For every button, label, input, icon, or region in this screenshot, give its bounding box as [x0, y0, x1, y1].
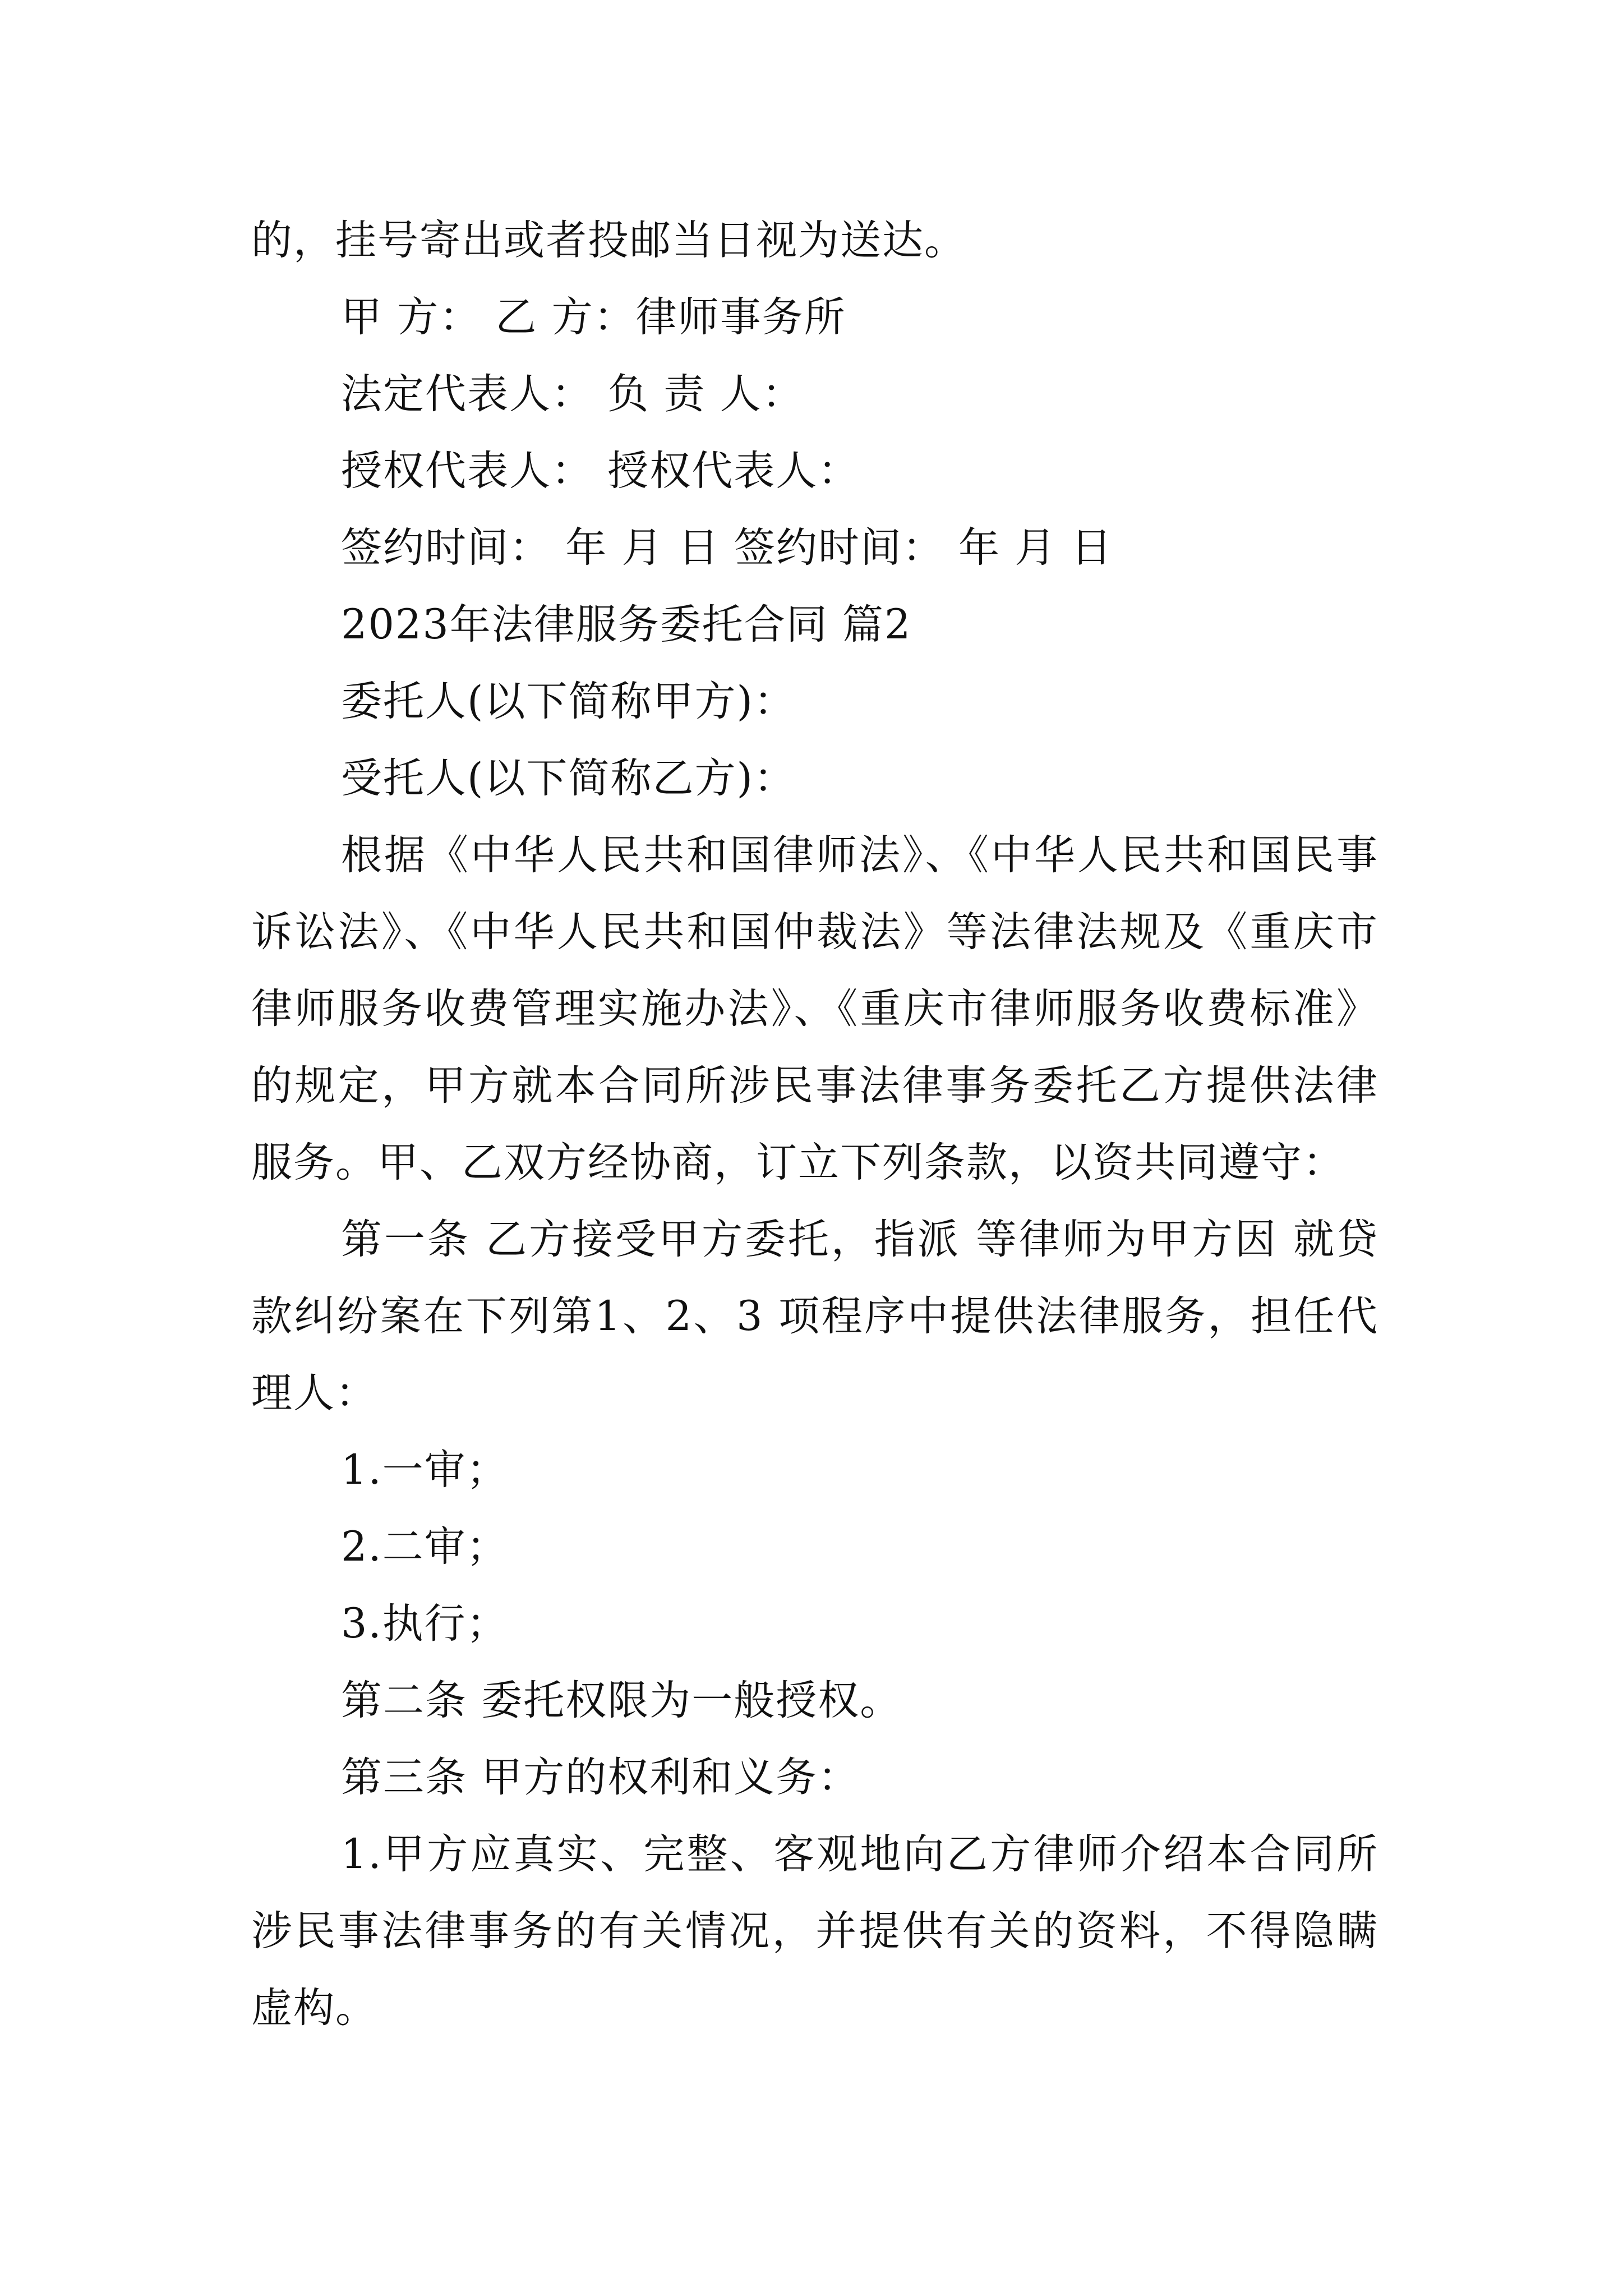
list-item-first-instance: 1.一审；	[341, 1446, 509, 1494]
text-line-delivery: 的，挂号寄出或者投邮当日视为送达。	[251, 217, 966, 264]
text-line-trustee: 受托人(以下简称乙方)：	[341, 754, 796, 802]
paragraph-duty-1: 1.甲方应真实、完整、客观地向乙方律师介绍本合同所涉民事法律事务的有关情况，并提供有关的资料，不得隐瞒虚构。	[251, 1830, 1378, 2032]
text-line-sign-date: 签约时间： 年 月 日 签约时间： 年 月 日	[341, 524, 1113, 572]
text-line-legal-rep: 法定代表人： 负 责 人：	[341, 370, 804, 418]
paragraph-basis: 根据《中华人民共和国律师法》、《中华人民共和国民事诉讼法》、《中华人民共和国仲裁法》等法律法规及《重庆市律师服务收费管理实施办法》、《重庆市律师服务收费标准》的规定，甲方就本合同所涉民事法律事务委托乙方提供法律服务。甲、乙双方经协商，订立下列条款，以资共同遵守：	[251, 831, 1378, 1186]
text-line-article-3: 第三条 甲方的权利和义务：	[341, 1754, 860, 1801]
text-line-article-2: 第二条 委托权限为一般授权。	[341, 1677, 902, 1724]
paragraph-article-1: 第一条 乙方接受甲方委托，指派 等律师为甲方因 就贷款纠纷案在下列第1、2、3 项程序中提供法律服务，担任代理人：	[251, 1216, 1378, 1417]
text-line-authorized-rep: 授权代表人： 授权代表人：	[341, 447, 860, 495]
list-item-execution: 3.执行；	[341, 1600, 509, 1648]
text-line-client: 委托人(以下简称甲方)：	[341, 678, 796, 725]
document-body	[251, 202, 1378, 2046]
section-heading: 2023年法律服务委托合同 篇2	[341, 601, 912, 648]
list-item-second-instance: 2.二审；	[341, 1523, 509, 1571]
text-line-parties: 甲 方： 乙 方：律师事务所	[341, 293, 846, 341]
